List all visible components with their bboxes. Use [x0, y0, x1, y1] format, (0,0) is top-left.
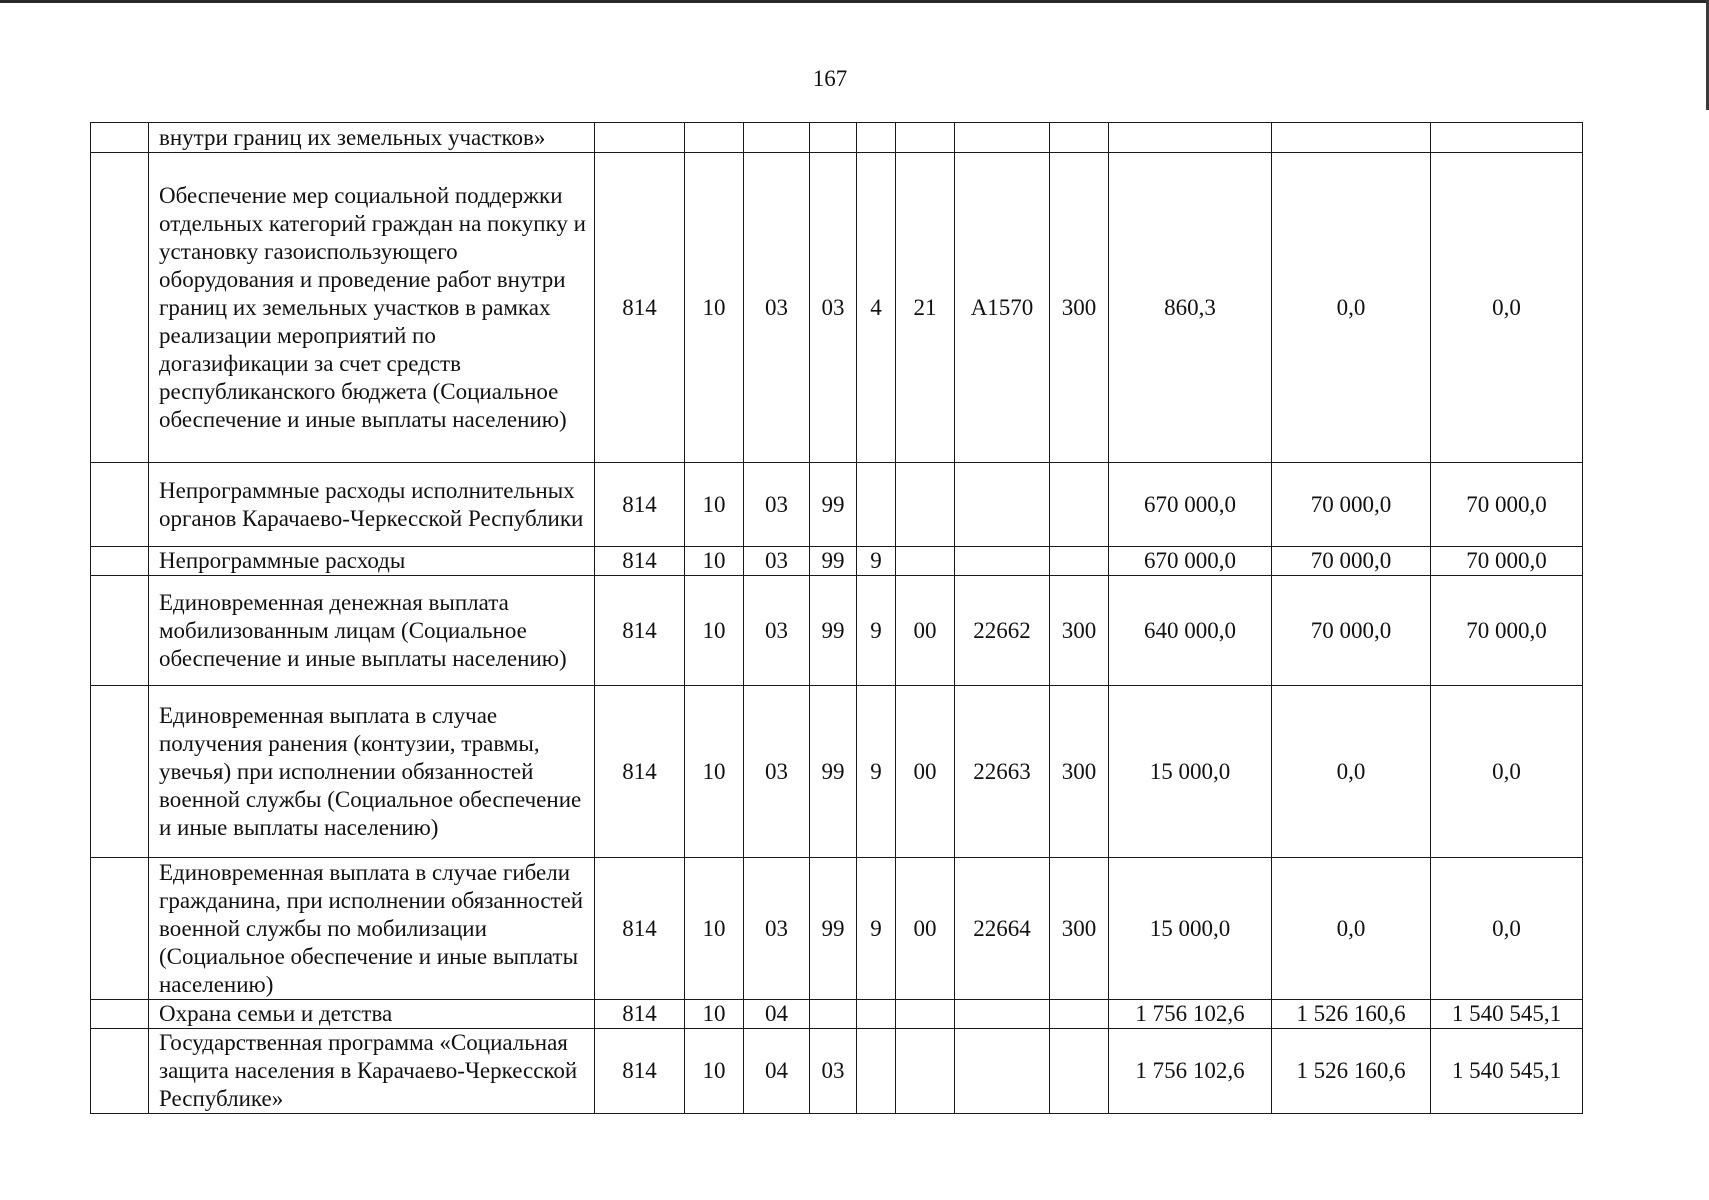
expense-name-cell: внутри границ их земельных участков»: [149, 123, 595, 153]
table-row: [91, 1029, 1583, 1114]
code-cell: 22663: [955, 686, 1050, 858]
table-row: [91, 547, 1583, 576]
code-cell: [685, 123, 744, 153]
code-cell: [955, 123, 1050, 153]
code-cell: [1050, 1000, 1109, 1029]
amount-cell: 1 756 102,6: [1109, 1000, 1272, 1029]
code-cell: [955, 1000, 1050, 1029]
code-cell: [955, 1029, 1050, 1114]
code-cell: [896, 123, 955, 153]
code-cell: 99: [810, 686, 857, 858]
code-cell: 814: [595, 1029, 685, 1114]
code-cell: 04: [744, 1000, 810, 1029]
code-cell: 10: [685, 153, 744, 463]
code-cell: [896, 1000, 955, 1029]
table-row: [91, 858, 1583, 1000]
code-cell: 9: [857, 858, 896, 1000]
amount-cell: 0,0: [1272, 686, 1431, 858]
expense-name-cell: Единовременная выплата в случае получения ранения (контузии, травмы, увечья) при исполнении обязанностей военной службы (Социальное обеспечение и иные выплаты населению): [149, 686, 595, 858]
amount-cell: 0,0: [1431, 153, 1583, 463]
expense-name-cell: Непрограммные расходы: [149, 547, 595, 576]
table-row: [91, 576, 1583, 686]
table-row: [91, 686, 1583, 858]
row-number-cell: [91, 463, 149, 547]
code-cell: 00: [896, 576, 955, 686]
code-cell: [896, 547, 955, 576]
row-number-cell: [91, 153, 149, 463]
amount-cell: 1 526 160,6: [1272, 1000, 1431, 1029]
amount-cell: 1 540 545,1: [1431, 1029, 1583, 1114]
code-cell: 22662: [955, 576, 1050, 686]
code-cell: 99: [810, 858, 857, 1000]
amount-cell: 0,0: [1431, 858, 1583, 1000]
amount-cell: 70 000,0: [1431, 547, 1583, 576]
row-number-cell: [91, 547, 149, 576]
amount-cell: [1109, 123, 1272, 153]
code-cell: 814: [595, 153, 685, 463]
code-cell: [857, 463, 896, 547]
amount-cell: 70 000,0: [1272, 576, 1431, 686]
code-cell: [1050, 463, 1109, 547]
expense-name-cell: Непрограммные расходы исполнительных органов Карачаево-Черкесской Республики: [149, 463, 595, 547]
amount-cell: 640 000,0: [1109, 576, 1272, 686]
code-cell: [896, 463, 955, 547]
row-number-cell: [91, 123, 149, 153]
amount-cell: 0,0: [1431, 686, 1583, 858]
budget-table: [90, 122, 1583, 1114]
code-cell: 10: [685, 576, 744, 686]
expense-name-cell: Государственная программа «Социальная защита населения в Карачаево-Черкесской Республике»: [149, 1029, 595, 1114]
code-cell: 300: [1050, 153, 1109, 463]
code-cell: [744, 123, 810, 153]
code-cell: 814: [595, 686, 685, 858]
code-cell: 03: [744, 858, 810, 1000]
amount-cell: 70 000,0: [1272, 547, 1431, 576]
row-number-cell: [91, 858, 149, 1000]
expense-name-cell: Единовременная выплата в случае гибели гражданина, при исполнении обязанностей военной службы по мобилизации (Социальное обеспечение и иные выплаты населению): [149, 858, 595, 1000]
table-row: [91, 463, 1583, 547]
code-cell: 99: [810, 547, 857, 576]
code-cell: 03: [810, 1029, 857, 1114]
code-cell: 99: [810, 463, 857, 547]
table-row: [91, 153, 1583, 463]
code-cell: [955, 547, 1050, 576]
code-cell: [595, 123, 685, 153]
amount-cell: 70 000,0: [1272, 463, 1431, 547]
code-cell: 03: [744, 463, 810, 547]
row-number-cell: [91, 686, 149, 858]
code-cell: 10: [685, 858, 744, 1000]
amount-cell: 1 540 545,1: [1431, 1000, 1583, 1029]
code-cell: [810, 123, 857, 153]
row-number-cell: [91, 1000, 149, 1029]
code-cell: 4: [857, 153, 896, 463]
code-cell: [896, 1029, 955, 1114]
code-cell: [857, 1000, 896, 1029]
table-body: [91, 123, 1583, 1114]
amount-cell: 670 000,0: [1109, 547, 1272, 576]
amount-cell: 15 000,0: [1109, 858, 1272, 1000]
scan-top-edge: [0, 0, 1709, 3]
amount-cell: [1431, 123, 1583, 153]
table-row: [91, 123, 1583, 153]
code-cell: 300: [1050, 686, 1109, 858]
amount-cell: 0,0: [1272, 858, 1431, 1000]
amount-cell: [1272, 123, 1431, 153]
amount-cell: 860,3: [1109, 153, 1272, 463]
code-cell: [955, 463, 1050, 547]
code-cell: 03: [744, 547, 810, 576]
code-cell: 814: [595, 547, 685, 576]
code-cell: А1570: [955, 153, 1050, 463]
code-cell: 9: [857, 686, 896, 858]
code-cell: [857, 123, 896, 153]
code-cell: 300: [1050, 858, 1109, 1000]
row-number-cell: [91, 1029, 149, 1114]
page-number: 167: [812, 66, 848, 91]
expense-name-cell: Охрана семьи и детства: [149, 1000, 595, 1029]
code-cell: [1050, 1029, 1109, 1114]
code-cell: 03: [744, 686, 810, 858]
code-cell: 03: [744, 576, 810, 686]
code-cell: 814: [595, 576, 685, 686]
code-cell: 03: [810, 153, 857, 463]
code-cell: [810, 1000, 857, 1029]
code-cell: 10: [685, 463, 744, 547]
code-cell: [857, 1029, 896, 1114]
code-cell: 10: [685, 1029, 744, 1114]
code-cell: 00: [896, 686, 955, 858]
code-cell: 814: [595, 463, 685, 547]
code-cell: 10: [685, 686, 744, 858]
row-number-cell: [91, 576, 149, 686]
code-cell: 9: [857, 576, 896, 686]
amount-cell: 0,0: [1272, 153, 1431, 463]
code-cell: [1050, 123, 1109, 153]
code-cell: 03: [744, 153, 810, 463]
amount-cell: 15 000,0: [1109, 686, 1272, 858]
code-cell: 814: [595, 858, 685, 1000]
code-cell: 22664: [955, 858, 1050, 1000]
amount-cell: 70 000,0: [1431, 463, 1583, 547]
code-cell: 9: [857, 547, 896, 576]
code-cell: 04: [744, 1029, 810, 1114]
code-cell: 00: [896, 858, 955, 1000]
amount-cell: 670 000,0: [1109, 463, 1272, 547]
amount-cell: 70 000,0: [1431, 576, 1583, 686]
code-cell: 99: [810, 576, 857, 686]
code-cell: [1050, 547, 1109, 576]
code-cell: 814: [595, 1000, 685, 1029]
expense-name-cell: Обеспечение мер социальной поддержки отдельных категорий граждан на покупку и установку газоиспользующего оборудования и проведение работ внутри границ их земельных участков в рамках реализации мероприятий по догазификации за счет средств республиканского бюджета (Социальное обеспечение и иные выплаты населению): [149, 153, 595, 463]
table-row: [91, 1000, 1583, 1029]
expense-name-cell: Единовременная денежная выплата мобилизованным лицам (Социальное обеспечение и иные выплаты населению): [149, 576, 595, 686]
code-cell: 21: [896, 153, 955, 463]
code-cell: 10: [685, 547, 744, 576]
code-cell: 300: [1050, 576, 1109, 686]
amount-cell: 1 756 102,6: [1109, 1029, 1272, 1114]
amount-cell: 1 526 160,6: [1272, 1029, 1431, 1114]
code-cell: 10: [685, 1000, 744, 1029]
